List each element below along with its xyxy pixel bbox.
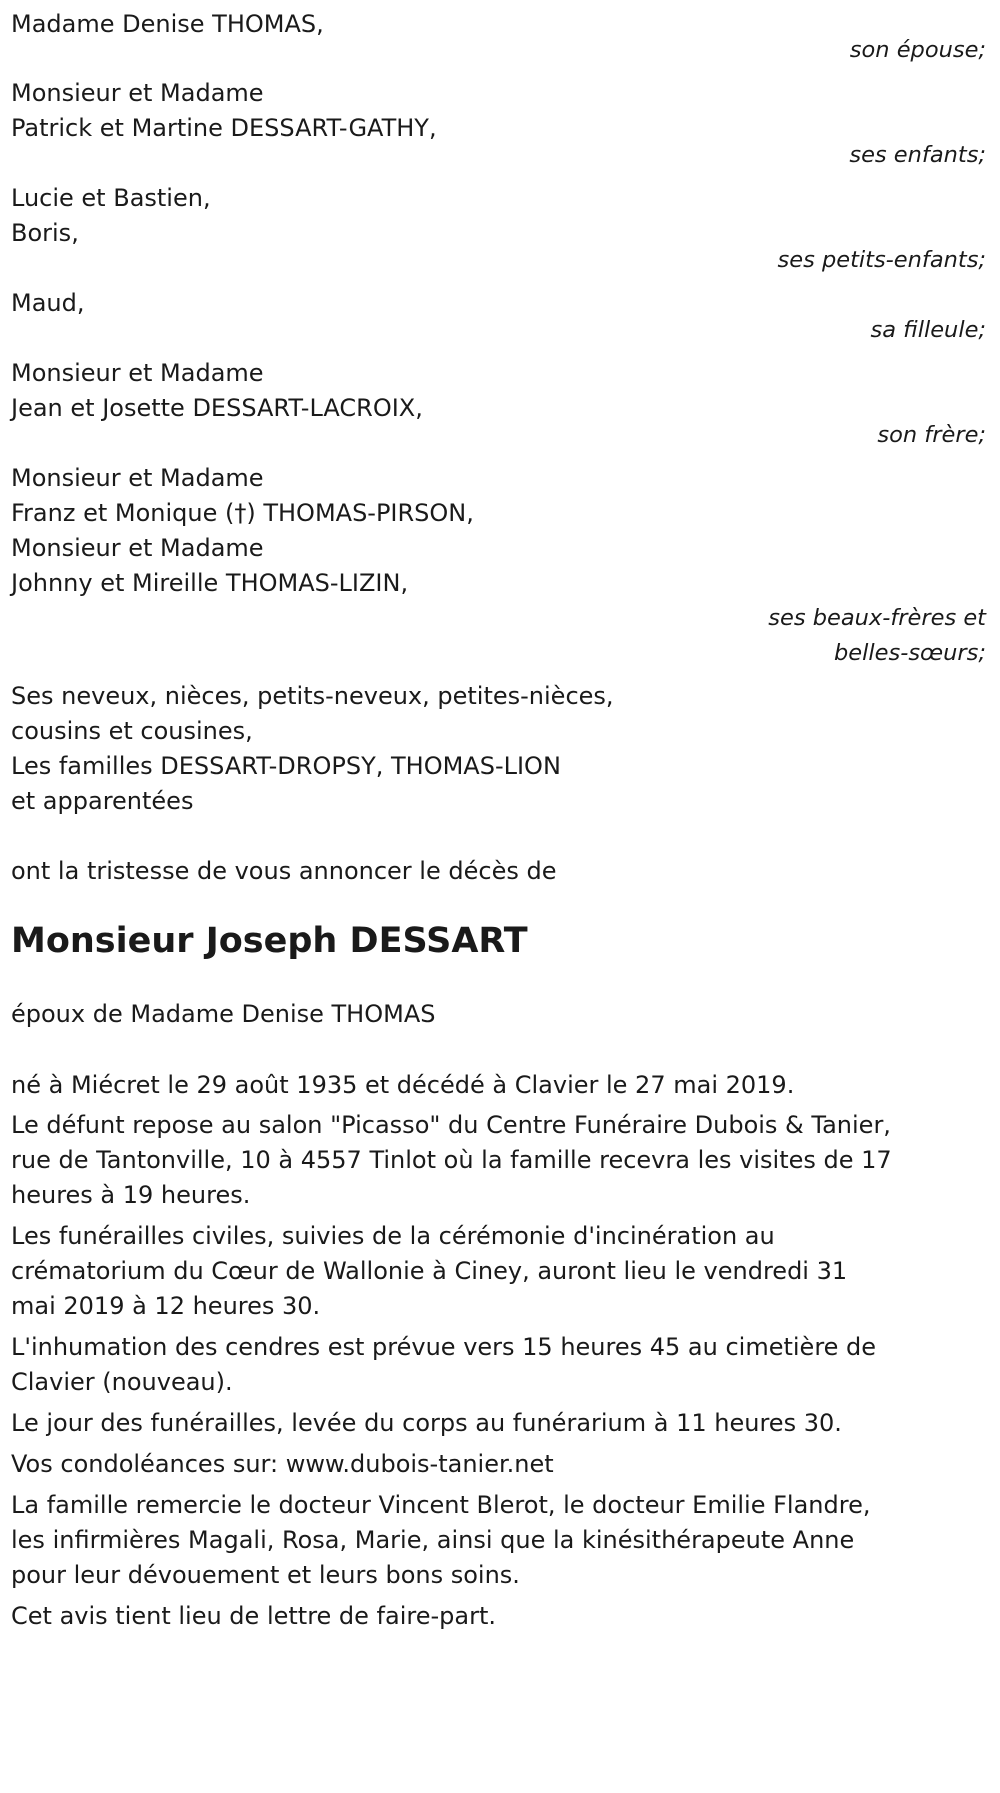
obituary-notice — [11, 0, 986, 1636]
family-group-spouse — [11, 4, 986, 72]
paragraph-visitation — [11, 1105, 986, 1215]
paragraph-line: Les funérailles civiles, suivies de la cérémonie d'incinération au — [11, 1222, 775, 1250]
paragraph-line: rue de Tantonville, 10 à 4557 Tinlot où la famille recevra les visites de 17 — [11, 1146, 892, 1174]
paragraph-line: Le jour des funérailles, levée du corps au funérarium à 11 heures 30. — [11, 1409, 842, 1437]
family-member-line: et apparentées — [11, 787, 194, 815]
family-member-line: Johnny et Mireille THOMAS-LIZIN, — [11, 569, 409, 597]
family-group-goddaughter — [11, 283, 986, 352]
relation-label: son frère; — [877, 422, 986, 448]
family-member-line: cousins et cousines, — [11, 717, 253, 745]
spouse-line: époux de Madame Denise THOMAS — [11, 1000, 436, 1028]
family-member-line: Maud, — [11, 289, 85, 317]
birth-death-line: né à Miécret le 29 août 1935 et décédé à Clavier le 27 mai 2019. — [11, 1071, 795, 1099]
family-member-line: Ses neveux, nièces, petits-neveux, petites-nièces, — [11, 682, 614, 710]
family-member-line: Boris, — [11, 219, 79, 247]
extended-family — [11, 676, 986, 821]
family-group-in-laws — [11, 458, 986, 673]
family-member-line: Monsieur et Madame — [11, 534, 264, 562]
family-member-line: Lucie et Bastien, — [11, 184, 211, 212]
paragraph-line: heures à 19 heures. — [11, 1181, 251, 1209]
deceased-name: Monsieur Joseph DESSART — [11, 921, 528, 961]
paragraph-line: crématorium du Cœur de Wallonie à Ciney, auront lieu le vendredi 31 — [11, 1257, 848, 1285]
paragraph-line: La famille remercie le docteur Vincent Blerot, le docteur Emilie Flandre, — [11, 1491, 871, 1519]
paragraph-line: L'inhumation des cendres est prévue vers 15 heures 45 au cimetière de — [11, 1333, 877, 1361]
family-member-line: Madame Denise THOMAS, — [11, 10, 324, 38]
family-member-line: Franz et Monique (†) THOMAS-PIRSON, — [11, 499, 474, 527]
paragraph-burial — [11, 1327, 986, 1402]
paragraph-line: Clavier (nouveau). — [11, 1368, 233, 1396]
paragraph-procession — [11, 1403, 986, 1443]
family-group-grandchildren — [11, 178, 986, 282]
paragraph-closing — [11, 1596, 986, 1636]
relation-label: son épouse; — [849, 37, 986, 63]
paragraph-line: Vos condoléances sur: www.dubois-tanier.net — [11, 1450, 554, 1478]
paragraph-line: les infirmières Magali, Rosa, Marie, ainsi que la kinésithérapeute Anne — [11, 1526, 855, 1554]
relation-label: ses beaux-frères et — [768, 605, 986, 631]
family-member-line: Jean et Josette DESSART-LACROIX, — [11, 394, 423, 422]
paragraph-line: Le défunt repose au salon "Picasso" du Centre Funéraire Dubois & Tanier, — [11, 1111, 891, 1139]
relation-label: sa filleule; — [870, 317, 986, 343]
paragraph-thanks — [11, 1485, 986, 1595]
family-member-line: Les familles DESSART-DROPSY, THOMAS-LION — [11, 752, 561, 780]
family-group-brother — [11, 353, 986, 457]
paragraph-condolences — [11, 1444, 986, 1484]
relation-label: ses petits-enfants; — [777, 247, 986, 273]
family-member-line: Monsieur et Madame — [11, 464, 264, 492]
announcement-text: ont la tristesse de vous annoncer le décès de — [11, 857, 557, 885]
paragraph-line: mai 2019 à 12 heures 30. — [11, 1292, 321, 1320]
paragraph-funeral — [11, 1216, 986, 1326]
family-member-line: Patrick et Martine DESSART-GATHY, — [11, 114, 437, 142]
relation-label: belles-sœurs; — [834, 640, 986, 666]
family-member-line: Monsieur et Madame — [11, 79, 264, 107]
family-member-line: Monsieur et Madame — [11, 359, 264, 387]
relation-label: ses enfants; — [849, 142, 986, 168]
paragraph-line: Cet avis tient lieu de lettre de faire-part. — [11, 1602, 496, 1630]
paragraph-line: pour leur dévouement et leurs bons soins. — [11, 1561, 520, 1589]
family-group-children — [11, 73, 986, 177]
